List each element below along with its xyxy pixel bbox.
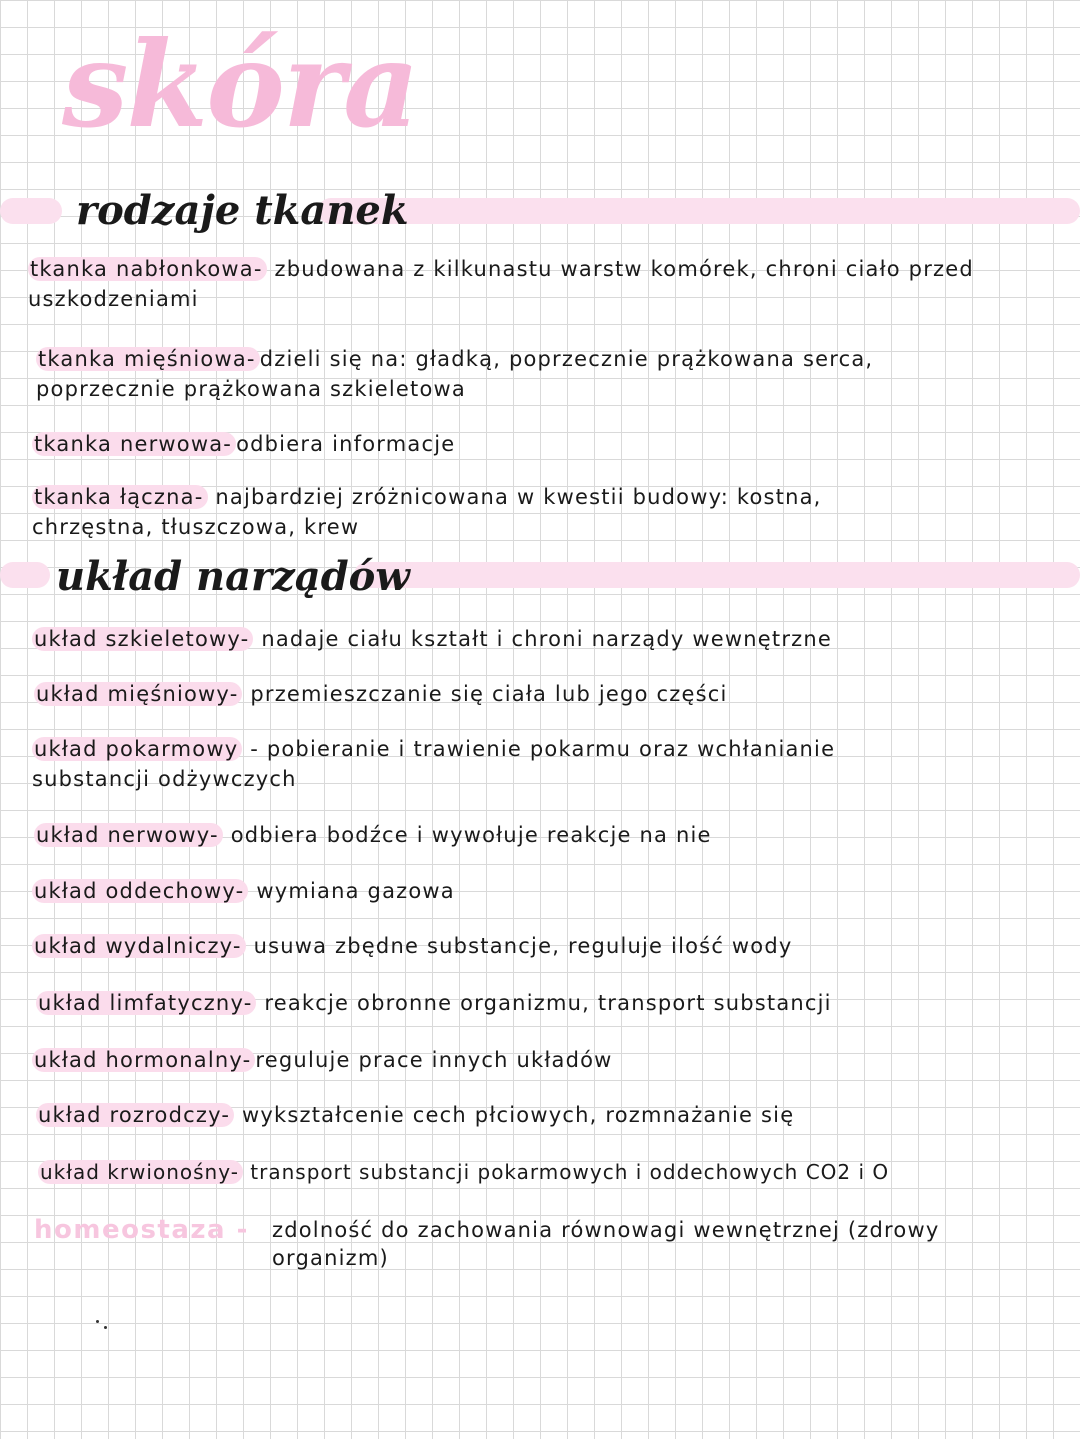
list-item <box>34 820 1014 850</box>
homeostasis-term: homeostaza - <box>34 1215 249 1245</box>
term-description: wykształcenie cech płciowych, rozmnażanie się <box>234 1103 795 1127</box>
term-label: tkanka nabłonkowa- <box>28 257 267 281</box>
term-description: najbardziej zróżnicowana w kwestii budowy: kostna, chrzęstna, tłuszczowa, krew <box>32 485 822 539</box>
list-item <box>32 1045 1032 1075</box>
section-heading-organs: układ narządów <box>56 553 410 600</box>
list-item <box>32 734 912 794</box>
homeostasis-definition: zdolność do zachowania równowagi wewnętrznej (zdrowy organizm) <box>272 1218 940 1270</box>
term-description: reakcje obronne organizmu, transport substancji <box>256 991 832 1015</box>
list-item <box>32 876 1012 906</box>
page-title: skóra <box>62 15 418 154</box>
term-label: układ nerwowy- <box>34 823 223 847</box>
term-description: przemieszczanie się ciała lub jego części <box>242 682 728 706</box>
term-description: usuwa zbędne substancje, reguluje ilość wody <box>245 934 793 958</box>
term-description: wymiana gazowa <box>248 879 455 903</box>
list-item <box>28 254 1018 314</box>
term-label: tkanka mięśniowa- <box>36 347 260 371</box>
list-item <box>36 344 936 404</box>
section-band-tissues-left <box>0 198 62 224</box>
term-description: zbudowana z kilkunastu warstw komórek, chroni ciało przed uszkodzeniami <box>28 257 974 311</box>
section-heading-tissues: rodzaje tkanek <box>76 187 409 234</box>
term-description: dzieli się na: gładką, poprzecznie prążkowana serca, poprzecznie prążkowana szkieletowa <box>36 347 874 401</box>
list-item <box>32 429 932 459</box>
section-band-tissues-right <box>318 198 1080 224</box>
list-item <box>32 482 882 542</box>
term-description: odbiera informacje <box>236 432 456 456</box>
term-description: reguluje prace innych układów <box>255 1048 613 1072</box>
list-item <box>32 931 1032 961</box>
term-label: układ limfatyczny- <box>36 991 256 1015</box>
term-description: transport substancji pokarmowych i oddechowych CO2 i O <box>242 1160 890 1184</box>
term-label: tkanka nerwowa- <box>32 432 236 456</box>
term-label: układ mięśniowy- <box>34 682 242 706</box>
list-item <box>36 1100 1036 1130</box>
section-band-organs-right <box>354 562 1080 588</box>
term-description: odbiera bodźce i wywołuje reakcje na nie <box>222 823 712 847</box>
list-item <box>34 679 1014 709</box>
list-item <box>32 624 1012 654</box>
term-label: układ wydalniczy- <box>32 934 246 958</box>
term-label: tkanka łączna- <box>32 485 208 509</box>
list-item <box>38 1157 1073 1187</box>
stray-dots <box>96 1320 110 1334</box>
term-label: układ oddechowy- <box>32 879 248 903</box>
term-description: nadaje ciału kształt i chroni narządy wewnętrzne <box>253 627 833 651</box>
section-band-organs-left <box>0 562 50 588</box>
term-label: układ pokarmowy <box>32 737 242 761</box>
term-label: układ szkieletowy- <box>32 627 253 651</box>
term-description: - pobieranie i trawienie pokarmu oraz wchłanianie substancji odżywczych <box>32 737 836 791</box>
term-label: układ hormonalny- <box>32 1048 255 1072</box>
list-item <box>36 988 1036 1018</box>
term-label: układ krwionośny- <box>38 1160 243 1184</box>
term-label: układ rozrodczy- <box>36 1103 234 1127</box>
